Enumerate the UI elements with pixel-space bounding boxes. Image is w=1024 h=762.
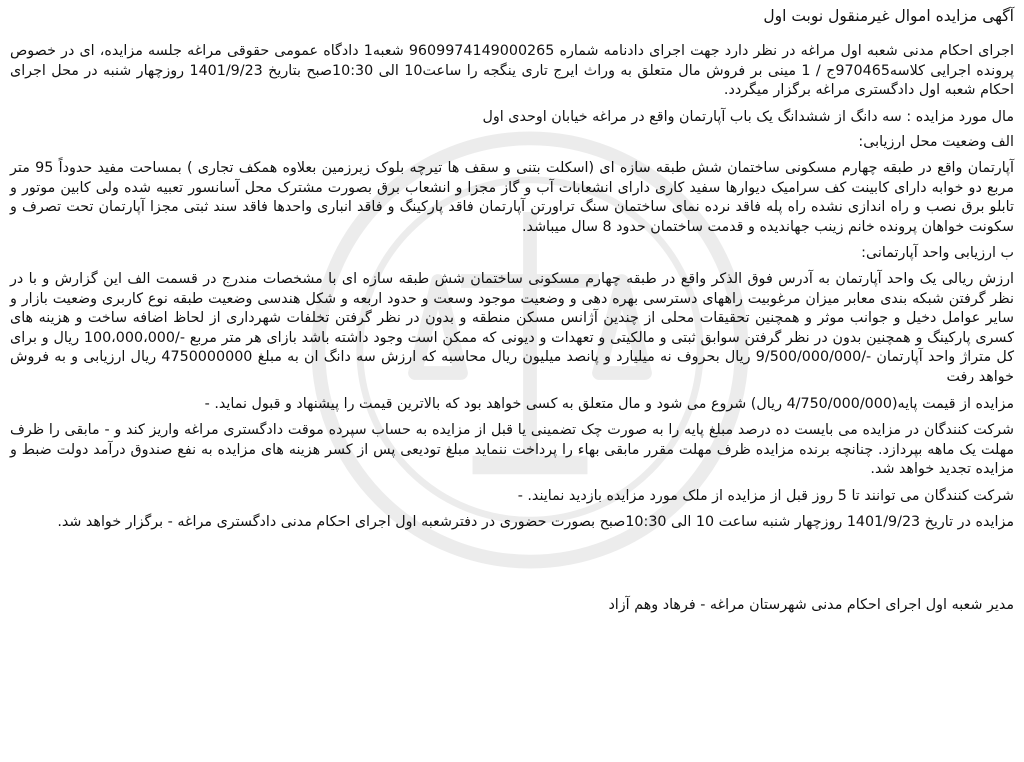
schedule-paragraph: مزایده در تاریخ 1401/9/23 روزچهار شنبه ساعت 10 الی 10:30صبح بصورت حضوری در دفترشعبه اول اجرای احکام مدنی دادگستری مراغه - برگزار خواهد شد. (57, 514, 1014, 531)
intro-paragraph: اجرای احکام مدنی شعبه اول مراغه در نظر دارد جهت اجرای دادنامه شماره 9609974149000265 شعبه1 دادگاه عمومی حقوقی مراغه جلسه مزایده، ای در خصوص پرونده اجرایی کلاسه970465ج / 1 مینی بر فروش مال متعلق به وراث ایرج تاری ینگجه را ساعت10 الی 10:30صبح بتاریخ 1401/9/23 روزچهار شنبه در محل اجرای احکام شعبه اول دادگستری مراغه برگزار میگردد. (10, 43, 1014, 99)
section-b-paragraph: ارزش ریالی یک واحد آپارتمان به آدرس فوق الذکر واقع در طبقه چهارم مسکونی ساختمان شش طبقه سازه ای با مشخصات مندرج در قسمت الف این گزارش و با در نظر گرفتن شبکه بندی معابر میزان مرغوبیت راههای دسترسی بهره دهی و وضعیت موجود وسعت و حدود اربعه و شکل هندسی وضعیت طبقه نوع کاربری وضعیت بازار و سایر عوامل دخیل و جوانب موثر و همچنین تحقیقات محلی از چندین آژانس مسکن منطقه و بدون در نظر گرفتن تخلفات شهرداری از لحاظ اضافه ساخت و هزینه های کسری پارکینگ و همچنین بدون در نظر گرفتن سوابق ثبتی و مالکیتی و تعهدات و دیونی که ممکن است وجود داشته باشد بازای هر متر مربع -/100،000،000 ریال و برای کل متراژ واحد آپارتمان -/9/500/000/000 ریال بحروف نه میلیارد و پانصد میلیون ریال محاسبه که ارزش سه دانگ ان به مبلغ 4750000000 ریال ارزیابی و به فروش خواهد رفت (10, 270, 1014, 385)
page-title: آگهی مزایده اموال غیرمنقول نوبت اول (763, 7, 1014, 25)
signature-line: مدیر شعبه اول اجرای احکام مدنی شهرستان مراغه - فرهاد وهم آزاد (608, 597, 1014, 614)
auction-subject: مال مورد مزایده : سه دانگ از ششدانگ یک باب آپارتمان واقع در مراغه خیابان اوحدی اول (482, 108, 1014, 125)
spacer (10, 540, 1014, 596)
section-a-heading: الف وضعیت محل ارزیابی: (858, 134, 1014, 151)
section-b-heading: ب ارزیابی واحد آپارتمانی: (861, 245, 1014, 262)
visit-paragraph: شرکت کنندگان می توانند تا 5 روز قبل از مزایده از ملک مورد مزایده بازدید نمایند. - (517, 487, 1014, 504)
section-a-paragraph: آپارتمان واقع در طبقه چهارم مسکونی ساختمان شش طبقه سازه ای (اسکلت بتنی و سقف ها تیرچه بلوک زیرزمین بعلاوه همکف تجاری ) بمساحت مفید حدوداً 95 متر مربع دو خوابه دارای کابینت کف سرامیک دیوارها سفید کاری دارای انشعابات آب و گاز مجزا و انشعاب برق بصورت مشترک محل آسانسور تعبیه شده ولی کابین موتور و تابلو برق نصب و راه اندازی نشده راه پله فاقد نرده نمای ساختمان سنگ تراورتن آپارتمان فاقد پارکینگ و فاقد انباری واحدها فاقد سند ثبتی مجزا آپارتمان تحت تصرف و سکونت خواهان پرونده خانم زینب جهاندیده و قدمت ساختمان حدود 8 سال میباشد. (10, 159, 1015, 235)
deposit-paragraph: شرکت کنندگان در مزایده می بایست ده درصد مبلغ پایه را به صورت چک تضمینی یا قبل از مزایده به حساب سپرده موقت دادگستری مراغه واریز کند و - مابقی را ظرف مهلت یک ماهه بپردازد. چنانچه برنده مزایده ظرف مهلت مقرر مابقی بهاء را پرداخت ننماید مبلغ تودیعی پس از کسر هزینه های مزایده به نفع صندوق درآمد دولت ضبط و مزایده تجدید خواهد شد. (10, 422, 1014, 478)
base-price-paragraph: مزایده از قیمت پایه(4/750/000/000 ریال) شروع می شود و مال متعلق به کسی خواهد بود که بالاترین قیمت را پیشنهاد و قبول نماید. - (204, 395, 1014, 412)
